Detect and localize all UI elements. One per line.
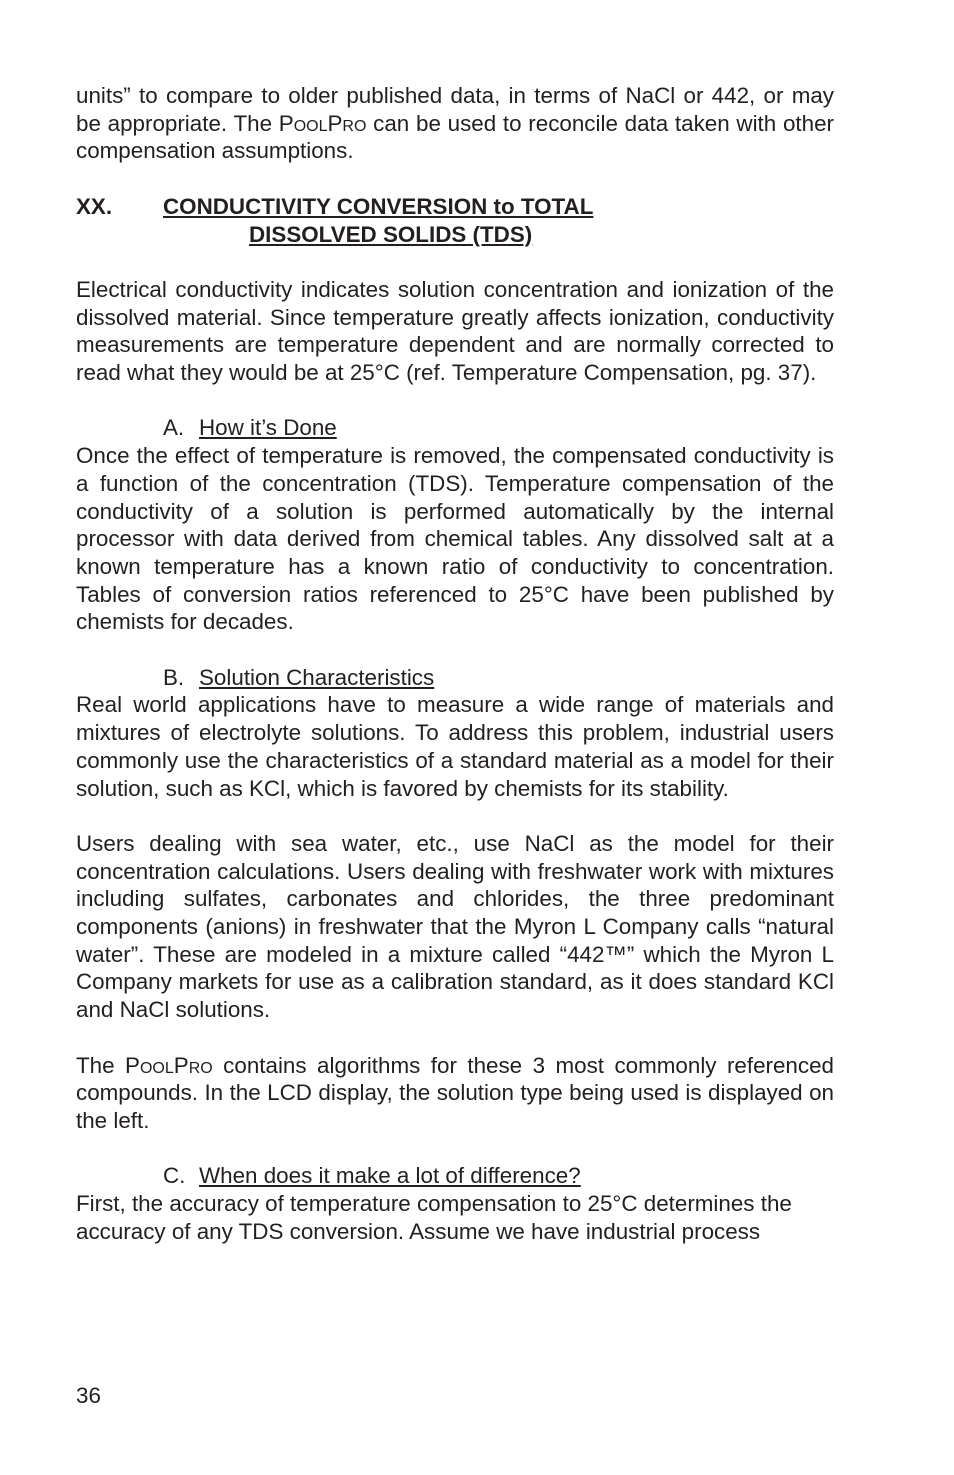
subsection-b-title: Solution Characteristics: [199, 664, 435, 690]
intro-text-end: can be used to reconcile data taken with other compensation assumptions.: [76, 110, 834, 164]
subsection-c-heading: [76, 1162, 834, 1190]
subsection-c-letter: C.: [163, 1163, 186, 1189]
conductivity-paragraph: Electrical conductivity indicates solution concentration and ionization of the dissolved material. Since temperature greatly affects ionization, conductivity measurements are temperature dependent and are normally corrected to read what they would be at 25°C (ref. Temperature Compensation, pg. 37).: [76, 276, 834, 385]
subsection-b-paragraph-3: [76, 1052, 834, 1135]
subsection-b-letter: B.: [163, 664, 185, 690]
subsection-b-paragraph-2: Users dealing with sea water, etc., use NaCl as the model for their concentration calculations. Users dealing with freshwater work with mixtures including sulfates, carbonates and chlorides, the three predominant components (anions) in freshwater that the Myron L Company calls “natural water”. These are modeled in a mixture called “442™” which the Myron L Company markets for use as a calibration standard, as it does standard KCl and NaCl solutions.: [76, 830, 834, 1023]
intro-text-start: units” to compare to older published data, in terms of NaCl or 442, or may be appropriate. The: [76, 83, 834, 136]
subsection-b-paragraph-1: Real world applications have to measure a wide range of materials and mixtures of electrolyte solutions. To address this problem, industrial users commonly use the characteristics of a standard material as a model for their solution, such as KCl, which is favored by chemists for its stability.: [76, 692, 834, 801]
section-heading: [76, 193, 834, 248]
section-title-line2: DISSOLVED SOLIDS (TDS): [249, 221, 533, 247]
intro-paragraph: [76, 82, 834, 165]
product-name: PoolPro: [278, 110, 367, 136]
subsection-c-title: When does it make a lot of difference?: [199, 1163, 581, 1189]
subsection-a-paragraph: Once the effect of temperature is removed, the compensated conductivity is a function of the concentration (TDS). Temperature compensation of the conductivity of a solution is performed automatically by the internal processor with data derived from chemical tables. Any dissolved salt at a known temperature has a known ratio of conductivity to concentration. Tables of conversion ratios referenced to 25°C have been published by chemists for decades.: [76, 443, 834, 635]
page-number: 36: [76, 1383, 101, 1408]
subsection-a-title: How it’s Done: [199, 415, 337, 441]
subsection-b-heading: [76, 664, 834, 692]
subsection-b-p3-end: contains algorithms for these 3 most commonly referenced compounds. In the LCD display, the solution type being used is displayed on the left.: [76, 1052, 834, 1133]
section-title: [163, 193, 593, 248]
subsection-a-letter: A.: [163, 415, 185, 441]
subsection-a-heading: [76, 414, 834, 442]
manual-page-body: [76, 82, 834, 1245]
section-number: XX.: [76, 193, 113, 219]
subsection-b-p3-start: The: [76, 1052, 126, 1078]
section-title-line1: CONDUCTIVITY CONVERSION to TOTAL: [163, 193, 594, 219]
product-name: PoolPro: [125, 1052, 213, 1078]
subsection-c-paragraph: First, the accuracy of temperature compensation to 25°C determines the accuracy of any TDS conversion. Assume we have industrial process: [76, 1191, 792, 1244]
